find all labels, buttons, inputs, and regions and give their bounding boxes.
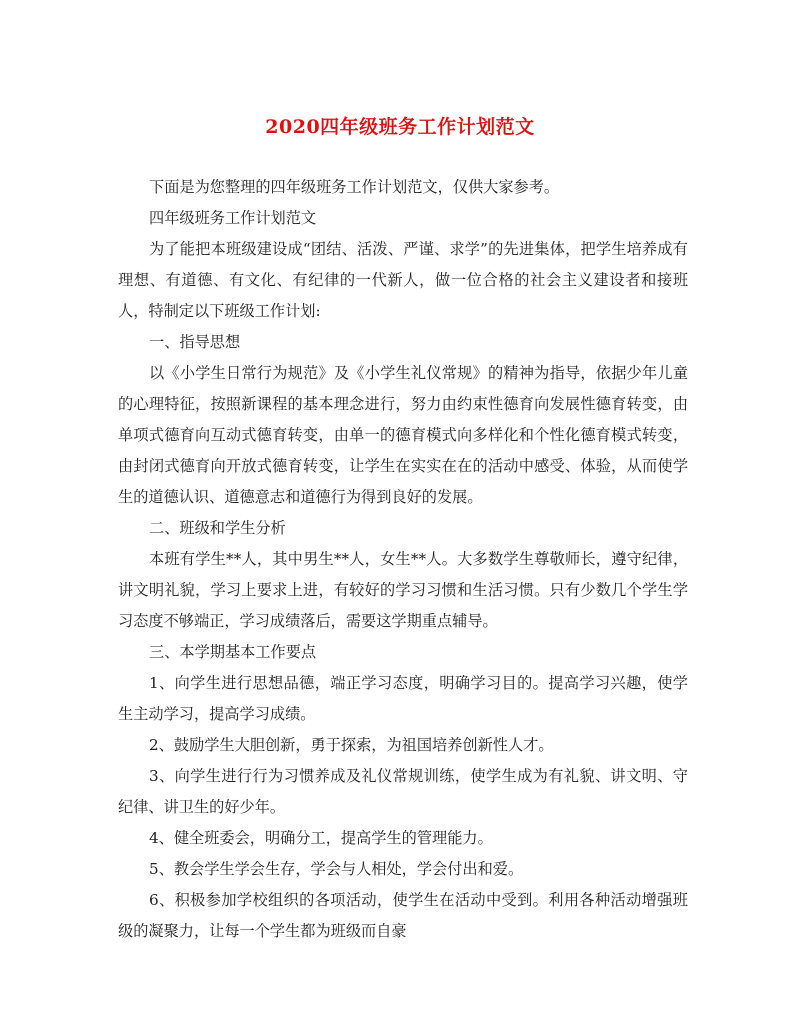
section-heading-work-points: 三、本学期基本工作要点 (149, 643, 317, 661)
section-heading-guiding-ideology: 一、指导思想 (149, 333, 241, 351)
paragraph-subtitle: 四年级班务工作计划范文 (149, 209, 317, 227)
list-item-3: 3、向学生进行行为习惯养成及礼仪常规训练，使学生成为有礼貌、讲文明、守纪律、讲卫生的好少年。 (118, 767, 688, 816)
paragraph-purpose: 为了能把本班级建设成“团结、活泼、严谨、求学”的先进集体，把学生培养成有理想、有道德、有文化、有纪律的一代新人，做一位合格的社会主义建设者和接班人，特制定以下班级工作计划: (118, 240, 688, 320)
paragraph-intro: 下面是为您整理的四年级班务工作计划范文，仅供大家参考。 (149, 178, 560, 196)
list-item-1: 1、向学生进行思想品德，端正学习态度，明确学习目的。提高学习兴趣，使学生主动学习，提高学习成绩。 (118, 674, 688, 723)
paragraph-guiding-ideology: 以《小学生日常行为规范》及《小学生礼仪常规》的精神为指导，依据少年儿童的心理特征，按照新课程的基本理念进行，努力由约束性德育向发展性德育转变，由单项式德育向互动式德育转变，由单一的德育模式向多样化和个性化德育模式转变，由封闭式德育向开放式德育转变，让学生在实实在在的活动中感受、体验，从而使学生的道德认识、道德意志和道德行为得到良好的发展。 (118, 364, 688, 506)
list-item-4: 4、健全班委会，明确分工，提高学生的管理能力。 (149, 829, 493, 847)
list-item-2: 2、鼓励学生大胆创新，勇于探索，为祖国培养创新性人才。 (149, 736, 554, 754)
document-title: 2020四年级班务工作计划范文 (265, 116, 535, 138)
paragraph-class-analysis: 本班有学生**人，其中男生**人，女生**人。大多数学生尊敬师长，遵守纪律，讲文明礼貌，学习上要求上进，有较好的学习习惯和生活习惯。只有少数几个学生学习态度不够端正，学习成绩落后，需要这学期重点辅导。 (118, 550, 688, 630)
list-item-6: 6、积极参加学校组织的各项活动，使学生在活动中受到。利用各种活动增强班级的凝聚力，让每一个学生都为班级而自豪 (118, 891, 688, 940)
section-heading-class-analysis: 二、班级和学生分析 (149, 519, 286, 537)
document-body (118, 172, 688, 947)
list-item-5: 5、教会学生学会生存，学会与人相处，学会付出和爱。 (149, 860, 524, 878)
